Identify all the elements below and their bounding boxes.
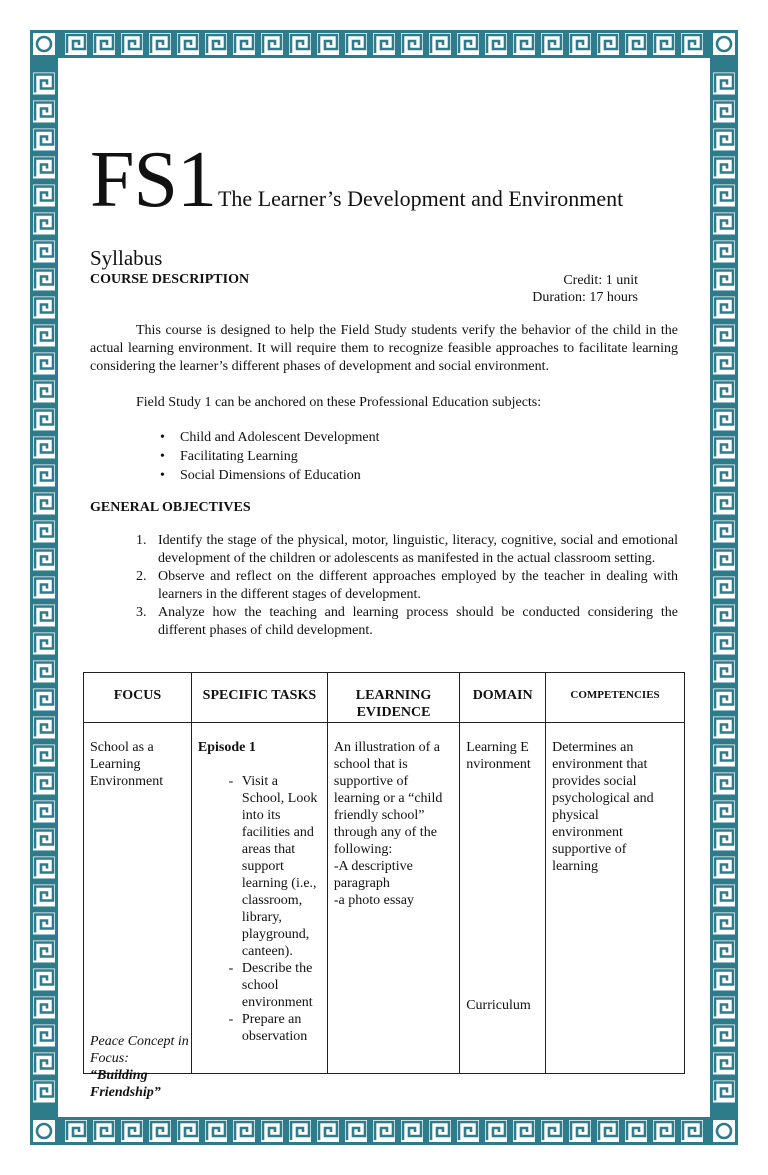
greek-key-tile: [401, 1120, 423, 1142]
greek-key-tile: [205, 1120, 227, 1142]
greek-key-tile: [177, 1120, 199, 1142]
syllabus-label: Syllabus: [90, 246, 163, 270]
greek-key-tile: [713, 941, 735, 963]
corner-circle: [33, 1120, 55, 1142]
greek-key-tile: [713, 185, 735, 207]
greek-key-tile: [713, 269, 735, 291]
greek-key-tile: [713, 129, 735, 151]
greek-key-tile: [713, 157, 735, 179]
greek-key-tile: [33, 1081, 55, 1103]
title-row: [90, 136, 624, 224]
course-title: The Learner’s Development and Environment: [217, 186, 624, 211]
greek-key-tile: [713, 353, 735, 375]
greek-key-tile: [713, 1025, 735, 1047]
greek-key-tile: [541, 33, 563, 55]
greek-key-tile: [541, 1120, 563, 1142]
greek-key-tile: [713, 521, 735, 543]
greek-key-tile: [713, 73, 735, 95]
greek-key-tile: [713, 801, 735, 823]
greek-key-tile: [33, 969, 55, 991]
greek-key-tile: [33, 913, 55, 935]
table-row: [84, 723, 685, 1074]
greek-key-tile: [713, 437, 735, 459]
greek-key-tile: [33, 941, 55, 963]
greek-key-tile: [33, 1025, 55, 1047]
domain-secondary: Curriculum: [466, 998, 531, 1013]
greek-key-tile: [713, 773, 735, 795]
greek-key-tile: [233, 33, 255, 55]
greek-key-tile: [93, 1120, 115, 1142]
greek-key-tile: [149, 1120, 171, 1142]
greek-key-tile: [713, 381, 735, 403]
greek-key-tile: [33, 577, 55, 599]
greek-key-tile: [33, 745, 55, 767]
greek-key-tile: [401, 33, 423, 55]
greek-key-tile: [713, 101, 735, 123]
greek-key-tile: [93, 33, 115, 55]
greek-key-tile: [205, 33, 227, 55]
corner-circle: [713, 33, 735, 55]
greek-key-tile: [713, 213, 735, 235]
list-item: • Facilitating Learning: [160, 447, 379, 466]
greek-key-tile: [317, 1120, 339, 1142]
greek-key-tile: [625, 33, 647, 55]
header-domain: DOMAIN: [460, 673, 546, 723]
greek-key-tile: [373, 1120, 395, 1142]
greek-key-tile: [33, 549, 55, 571]
greek-key-tile: [33, 773, 55, 795]
greek-key-tile: [33, 73, 55, 95]
greek-key-tile: [485, 1120, 507, 1142]
cell-competencies: [546, 723, 685, 1074]
greek-key-tile: [33, 465, 55, 487]
list-number: 2.: [136, 569, 147, 584]
list-text: Identify the stage of the physical, motor, linguistic, literacy, cognitive, social and emotional development of the children or adolescents as manifested in the actual classroom setting.: [158, 533, 678, 566]
header-learning-evidence: LEARNING EVIDENCE: [327, 673, 459, 723]
greek-key-tile: [713, 493, 735, 515]
evidence-option: -A descriptive paragraph: [333, 859, 413, 891]
greek-key-tile: [33, 857, 55, 879]
greek-key-tile: [569, 33, 591, 55]
task-text: Visit a School, Look into its facilities and areas that support learning (i.e., classroom, library, playground, canteen).: [241, 774, 318, 959]
greek-key-tile: [33, 353, 55, 375]
greek-key-tile: [33, 997, 55, 1019]
greek-key-tile: [713, 465, 735, 487]
greek-key-tile: [625, 1120, 647, 1142]
task-text: Prepare an observation: [241, 1012, 308, 1044]
corner-circle: [33, 33, 55, 55]
greek-key-tile: [713, 717, 735, 739]
greek-key-tile: [653, 33, 675, 55]
greek-key-tile: [233, 1120, 255, 1142]
cell-domain: [460, 723, 546, 1074]
greek-key-tile: [429, 33, 451, 55]
greek-key-tile: [149, 33, 171, 55]
cell-learning-evidence: [327, 723, 459, 1074]
course-description-heading: COURSE DESCRIPTION: [90, 272, 250, 287]
greek-key-tile: [681, 33, 703, 55]
greek-key-tile: [653, 1120, 675, 1142]
anchor-text: Field Study 1 can be anchored on these Professional Education subjects:: [136, 395, 542, 410]
greek-key-tile: [121, 1120, 143, 1142]
greek-key-tile: [33, 437, 55, 459]
greek-key-tile: [33, 325, 55, 347]
list-item: [136, 568, 678, 604]
table-header-row: [84, 673, 685, 723]
greek-key-tile: [317, 33, 339, 55]
list-item: • Social Dimensions of Education: [160, 466, 379, 485]
subject-list: [160, 428, 379, 485]
list-item: [136, 604, 678, 640]
greek-key-tile: [485, 33, 507, 55]
greek-key-tile: [345, 1120, 367, 1142]
greek-key-tile: [33, 409, 55, 431]
greek-key-tile: [33, 241, 55, 263]
greek-key-tile: [33, 801, 55, 823]
peace-value: “Building Friendship”: [90, 1068, 161, 1100]
greek-key-tile: [713, 577, 735, 599]
greek-key-tile: [713, 661, 735, 683]
greek-key-tile: [713, 997, 735, 1019]
greek-key-tile: [345, 33, 367, 55]
greek-key-tile: [33, 297, 55, 319]
greek-key-tile: [261, 33, 283, 55]
task-list: [198, 773, 321, 1045]
greek-key-tile: [713, 829, 735, 851]
greek-key-tile: [713, 633, 735, 655]
greek-key-tile: [597, 33, 619, 55]
syllabus-table: [83, 672, 685, 1100]
list-item: - Prepare an observation: [198, 1011, 321, 1045]
greek-key-tile: [513, 1120, 535, 1142]
greek-key-tile: [177, 33, 199, 55]
general-objectives-heading: GENERAL OBJECTIVES: [90, 500, 251, 515]
greek-key-tile: [713, 549, 735, 571]
list-number: 3.: [136, 605, 147, 620]
greek-key-tile: [513, 33, 535, 55]
greek-key-tile: [713, 1081, 735, 1103]
greek-key-tile: [289, 1120, 311, 1142]
header-specific-tasks: SPECIFIC TASKS: [191, 673, 327, 723]
greek-key-tile: [33, 129, 55, 151]
credit-info: [480, 272, 638, 306]
greek-key-tile: [713, 689, 735, 711]
greek-key-tile: [33, 213, 55, 235]
greek-key-tile: [33, 633, 55, 655]
greek-key-tile: [33, 101, 55, 123]
greek-key-tile: [33, 493, 55, 515]
greek-key-tile: [713, 745, 735, 767]
greek-key-tile: [33, 829, 55, 851]
credit-text: Credit: 1 unit: [563, 273, 638, 288]
list-item: - Visit a School, Look into its facilities and areas that support learning (i.e., classroom, library, playground, canteen).: [228, 774, 318, 959]
corner-circle: [713, 1120, 735, 1142]
greek-key-tile: [33, 605, 55, 627]
task-text: Describe the school environment: [241, 961, 313, 1010]
greek-key-tile: [33, 661, 55, 683]
greek-key-tile: [33, 717, 55, 739]
greek-key-tile: [713, 857, 735, 879]
list-text: Observe and reflect on the different approaches employed by the teacher in dealing with learners in the different stages of development.: [158, 569, 678, 602]
greek-key-tile: [65, 33, 87, 55]
greek-key-tile: [121, 33, 143, 55]
cell-focus: [84, 723, 192, 1100]
greek-key-tile: [289, 33, 311, 55]
evidence-main: An illustration of a school that is supportive of learning or a “child friendly school” through any of the following:: [333, 740, 443, 857]
list-item: [136, 532, 678, 568]
greek-key-tile: [33, 157, 55, 179]
greek-key-tile: [713, 325, 735, 347]
duration-text: Duration: 17 hours: [532, 290, 638, 305]
greek-key-tile: [713, 409, 735, 431]
greek-key-tile: [713, 297, 735, 319]
cell-specific-tasks: [191, 723, 327, 1074]
list-text: Analyze how the teaching and learning process should be conducted considering the different phases of child development.: [158, 605, 678, 638]
greek-key-tile: [713, 1053, 735, 1075]
peace-concept: [90, 1033, 190, 1101]
course-description-paragraph: This course is designed to help the Field Study students verify the behavior of the child in the actual learning environment. It will require them to recognize feasible approaches to facilitate learning considering the learner’s different phases of development and social environment.: [90, 323, 678, 374]
greek-key-tile: [713, 241, 735, 263]
greek-key-tile: [65, 1120, 87, 1142]
greek-key-tile: [33, 689, 55, 711]
greek-key-tile: [569, 1120, 591, 1142]
competency-text: Determines an environment that provides social psychological and physical environment supportive of learning: [552, 740, 654, 874]
list-item: - Describe the school environment: [198, 960, 321, 1011]
greek-key-tile: [713, 605, 735, 627]
objectives-list: [136, 532, 678, 640]
peace-label: Peace Concept in Focus:: [90, 1034, 189, 1066]
greek-key-tile: [261, 1120, 283, 1142]
greek-key-tile: [713, 913, 735, 935]
list-item: • Child and Adolescent Development: [160, 428, 379, 447]
greek-key-tile: [33, 885, 55, 907]
episode-title: Episode 1: [197, 740, 256, 755]
greek-key-tile: [33, 521, 55, 543]
greek-key-tile: [33, 381, 55, 403]
header-focus: FOCUS: [84, 673, 192, 723]
greek-key-tile: [33, 269, 55, 291]
greek-key-tile: [33, 185, 55, 207]
focus-text: School as a Learning Environment: [90, 740, 164, 789]
list-number: 1.: [136, 533, 147, 548]
header-competencies: COMPETENCIES: [546, 673, 685, 723]
greek-key-tile: [373, 33, 395, 55]
greek-key-tile: [713, 969, 735, 991]
course-code: FS1: [90, 136, 216, 224]
greek-key-tile: [429, 1120, 451, 1142]
greek-key-tile: [33, 1053, 55, 1075]
greek-key-tile: [597, 1120, 619, 1142]
greek-key-tile: [457, 33, 479, 55]
greek-key-tile: [713, 885, 735, 907]
evidence-option: -a photo essay: [333, 893, 414, 908]
greek-key-tile: [457, 1120, 479, 1142]
domain-primary: Learning Environment: [466, 740, 531, 772]
greek-key-tile: [681, 1120, 703, 1142]
